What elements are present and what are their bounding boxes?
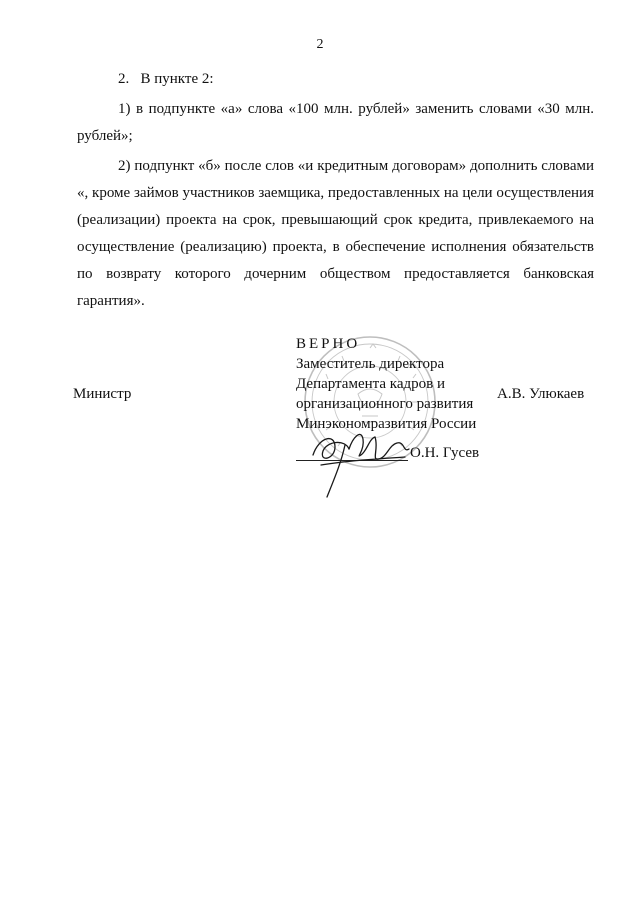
page-number: 2 — [316, 37, 324, 52]
handwritten-signature — [305, 415, 415, 500]
paragraph-item-heading: 2. В пункте 2: — [118, 71, 214, 87]
minister-title: Министр — [73, 386, 132, 402]
certifier-position-line-2: Департамента кадров и — [296, 376, 445, 392]
certifier-position-line-4: Минэкономразвития России — [296, 416, 477, 432]
document-body — [77, 66, 594, 315]
paragraph-subitem-2: 2) подпункт «б» после слов «и кредитным договорам» дополнить словами «, кроме займов участников заемщика, предоставленных на цели осуществления (реализации) проекта на срок, превышающий срок кредита, привлекаемого на осуществление (реализацию) проекта, в обеспечение исполнения обязательств по возврату которого дочерним обществом предоставляется банковская гарантия». — [77, 158, 594, 309]
certifier-position-line-1: Заместитель директора — [296, 356, 445, 372]
certified-true-copy-mark: ВЕРНО — [296, 336, 361, 352]
minister-name: А.В. Улюкаев — [497, 386, 585, 402]
paragraph-subitem-1: 1) в подпункте «а» слова «100 млн. рублей» заменить словами «30 млн. рублей»; — [77, 101, 594, 144]
certifier-position-line-3: организационного развития — [296, 396, 474, 412]
certifier-name: О.Н. Гусев — [410, 445, 480, 461]
